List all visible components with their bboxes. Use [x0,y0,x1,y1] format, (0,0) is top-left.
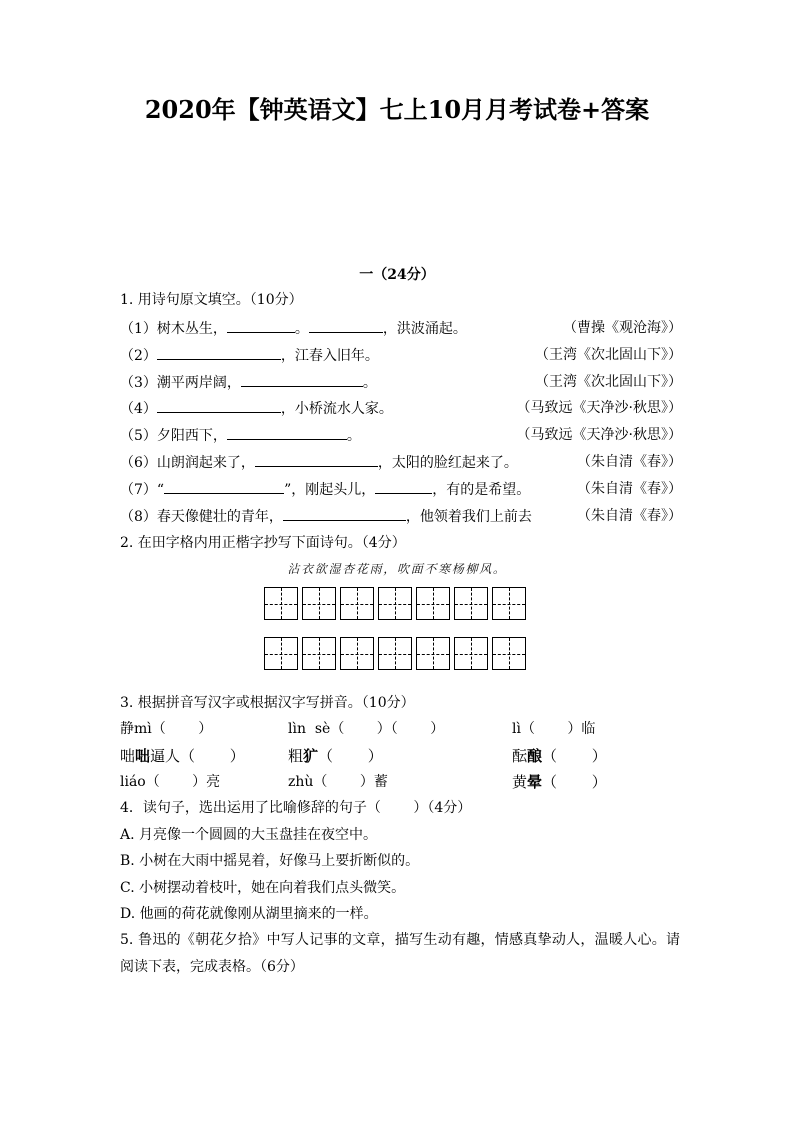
tianzige-cell [416,587,450,620]
tianzige-cell [454,637,488,670]
question-4-heading: 4．读句子，选出运用了比喻修辞的句子（ ）（4分） [120,800,472,816]
hanzi-item [512,746,607,766]
item-text: 潮平两岸阔， [156,375,241,391]
item-text: ，有的是希望。 [432,482,531,498]
item-number: （4） [120,401,157,417]
tianzige-cell [264,587,298,620]
tianzige-cell [378,637,412,670]
hanzi-plain: 酝 [512,747,528,765]
hanzi-item [512,772,607,792]
q1-item-6 [120,452,682,472]
option-d: D. 他画的荷花就像刚从湖里摘来的一样。 [120,906,378,922]
q1-item-2 [120,345,682,365]
item-number: （3） [120,375,157,391]
answer-blank [375,479,432,494]
item-text: ，小桥流水人家。 [280,401,393,417]
answer-blank [164,479,284,494]
item-text: 树木丛生， [156,321,227,337]
option-a: A. 月亮像一个圆圆的大玉盘挂在夜空中。 [120,827,378,843]
item-text: ，洪波涌起。 [382,321,467,337]
item-number: （2） [120,348,157,364]
answer-blank [241,372,363,387]
tianzige-cell [302,587,336,620]
answer-blank [309,318,383,333]
hanzi-item [120,746,245,766]
tianzige-cell [492,587,526,620]
item-text: “ [156,482,165,498]
item-text: ”，刚起头儿， [284,482,376,498]
pinyin-item: 静mì（ ） [120,721,213,737]
tianzige-cell [340,637,374,670]
q1-item-8 [120,506,682,526]
item-number: （8） [120,509,157,525]
tianzige-cell [454,587,488,620]
tianzige-cell [492,637,526,670]
poem-source: （马致远《天净沙·秋思》） [516,400,682,416]
pinyin-item: lì（ ）临 [512,721,596,737]
pinyin-item: liáo（ ）亮 [120,774,221,790]
answer-blank [255,452,378,467]
tianzige-cell [340,587,374,620]
hanzi-item [288,746,383,766]
option-c: C. 小树摆动着枝叶，她在向着我们点头微笑。 [120,880,406,896]
item-number: （1） [120,321,157,337]
hanzi-target: 晕 [527,773,543,791]
poem-source: （马致远《天净沙·秋思》） [516,427,682,443]
tianzige-row [264,587,526,620]
item-number: （7） [120,482,157,498]
item-text: 夕阳西下， [156,428,227,444]
hanzi-plain: 黄 [512,773,528,791]
item-number: （6） [120,455,157,471]
question-5-text: 5. 鲁迅的《朝花夕拾》中写人记事的文章，描写生动有趣，情感真挚动人，温暖人心。请阅读下表，完成表格。（6分） [120,932,680,975]
item-text: 。 [346,428,361,444]
question-1-heading: 1. 用诗句原文填空。（10分） [120,292,303,308]
hanzi-target: 酿 [527,747,543,765]
item-text: 。 [294,321,309,337]
answer-blank [227,318,295,333]
hanzi-rest: 逼人（ ） [150,747,245,765]
item-text: 春天像健壮的青年， [156,509,283,525]
answer-blank [227,425,347,440]
poem-source: （朱自清《春》） [577,508,682,524]
tianzige-cell [302,637,336,670]
hanzi-plain: 粗 [288,747,304,765]
document-title: 2020年【钟英语文】七上10月月考试卷+答案 [144,95,650,124]
poem-source: （王湾《次北固山下》） [535,374,682,390]
q1-item-5 [120,425,682,445]
pinyin-item: zhù（ ）蓄 [288,774,388,790]
item-number: （5） [120,428,157,444]
section-heading: 一（24分） [359,267,435,283]
answer-blank [157,398,281,413]
q1-item-3 [120,372,682,392]
tianzige-row [264,637,526,670]
poem-source: （曹操《观沧海》） [563,320,682,336]
answer-blank [157,345,281,360]
poem-to-copy: 沾衣欲湿杏花雨，吹面不寒杨柳风。 [287,562,507,576]
pinyin-item: lìn sè（ ）（ ） [288,721,445,737]
option-b: B. 小树在大雨中摇晃着，好像马上要折断似的。 [120,853,420,869]
poem-source: （朱自清《春》） [577,454,682,470]
answer-blank [283,506,406,521]
question-3-heading: 3. 根据拼音写汉字或根据汉字写拼音。（10分） [120,695,415,711]
poem-source: （朱自清《春》） [577,481,682,497]
item-text: ，江春入旧年。 [280,348,379,364]
q1-item-7 [120,479,682,499]
tianzige-cell [378,587,412,620]
item-text: ，他领着我们上前去 [405,509,532,525]
poem-source: （王湾《次北固山下》） [535,347,682,363]
item-text: 。 [362,375,377,391]
q1-item-4 [120,398,682,418]
question-2-heading: 2. 在田字格内用正楷字抄写下面诗句。（4分） [120,535,406,551]
hanzi-plain: 咄 [120,747,136,765]
item-text: 山朗润起来了， [156,455,255,471]
tianzige-cell [416,637,450,670]
hanzi-target: 咄 [135,747,151,765]
q1-item-1 [120,318,682,338]
hanzi-rest: （ ） [542,773,607,791]
item-text: ，太阳的脸红起来了。 [377,455,518,471]
hanzi-rest: （ ） [318,747,383,765]
hanzi-target: 犷 [303,747,319,765]
tianzige-cell [264,637,298,670]
hanzi-rest: （ ） [542,747,607,765]
